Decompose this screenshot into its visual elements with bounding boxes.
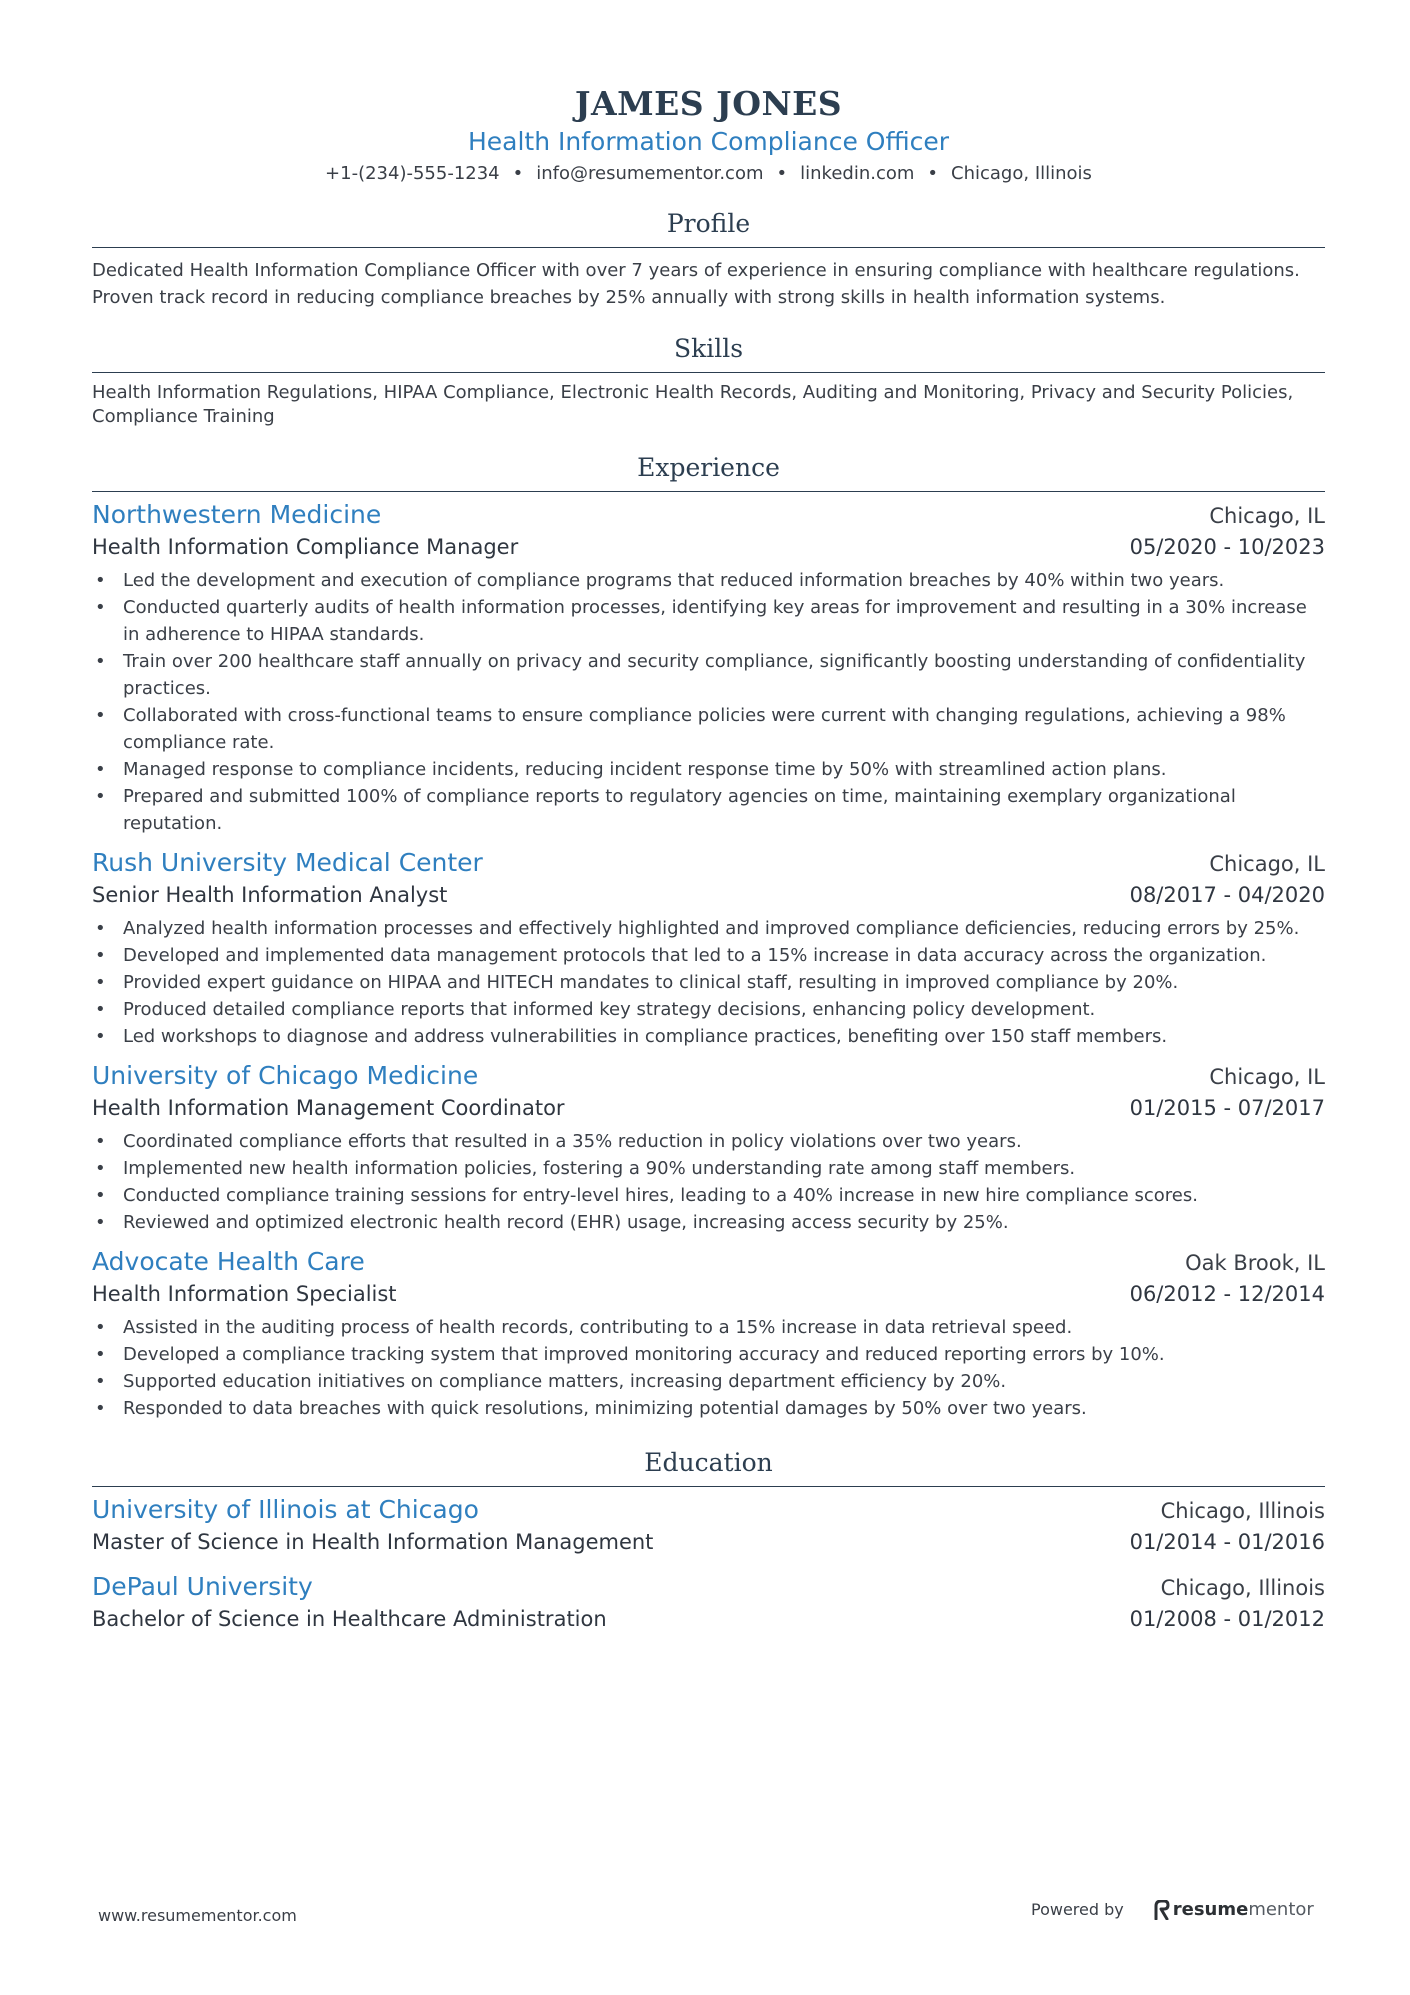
- job-location: Chicago, IL: [1209, 852, 1325, 876]
- bullet-item: • Responded to data breaches with quick resolutions, minimizing potential damages by 50% over two years.: [92, 1395, 1325, 1422]
- bullet-item: • Led the development and execution of compliance programs that reduced information breaches by 40% within two years.: [92, 567, 1325, 594]
- job-employer: Advocate Health Care: [92, 1247, 365, 1276]
- bullet-item: • Train over 200 healthcare staff annually on privacy and security compliance, significantly boosting understanding of confidentiality practices.: [92, 648, 1325, 702]
- separator-dot: •: [776, 163, 788, 184]
- section-title-experience: Experience: [92, 451, 1325, 492]
- candidate-role: Health Information Compliance Officer: [467, 127, 950, 156]
- education-entry: [92, 1493, 1325, 1558]
- job-employer: Northwestern Medicine: [92, 500, 382, 529]
- resume-page: [92, 84, 1325, 1635]
- job-entry: [92, 846, 1325, 1050]
- bullet-item: • Reviewed and optimized electronic health record (EHR) usage, increasing access security by 25%.: [92, 1209, 1325, 1236]
- bullet-item: • Led workshops to diagnose and address vulnerabilities in compliance practices, benefiting over 150 staff members.: [92, 1023, 1325, 1050]
- profile-section: [92, 207, 1325, 311]
- job-entry: [92, 498, 1325, 837]
- contact-linkedin: linkedin.com: [800, 163, 915, 184]
- bullet-item: • Conducted quarterly audits of health information processes, identifying key areas for improvement and resulting in a 30% increase in adherence to HIPAA standards.: [92, 594, 1325, 648]
- job-entry: [92, 1245, 1325, 1422]
- bullet-item: • Supported education initiatives on compliance matters, increasing department efficiency by 20%.: [92, 1368, 1325, 1395]
- bullet-item: • Implemented new health information policies, fostering a 90% understanding rate among staff members.: [92, 1155, 1325, 1182]
- resumementor-logo-icon: [1154, 1900, 1170, 1920]
- bullet-item: • Assisted in the auditing process of health records, contributing to a 15% increase in data retrieval speed.: [92, 1314, 1325, 1341]
- section-title-education: Education: [92, 1446, 1325, 1487]
- brand-word-mentor: mentor: [1248, 1899, 1314, 1920]
- job-employer: University of Chicago Medicine: [92, 1061, 479, 1090]
- bullet-item: • Conducted compliance training sessions for entry-level hires, leading to a 40% increase in new hire compliance scores.: [92, 1182, 1325, 1209]
- job-bullets: [92, 1128, 1325, 1236]
- bullet-item: • Collaborated with cross-functional teams to ensure compliance policies were current with changing regulations, achieving a 98% compliance rate.: [92, 702, 1325, 756]
- job-title: Health Information Specialist: [92, 1282, 397, 1306]
- job-bullets: [92, 1314, 1325, 1422]
- job-dates: 06/2012 - 12/2014: [1129, 1282, 1325, 1306]
- contact-phone: +1-(234)-555-1234: [325, 163, 500, 184]
- skills-section: [92, 332, 1325, 429]
- bullet-item: • Coordinated compliance efforts that resulted in a 35% reduction in policy violations over two years.: [92, 1128, 1325, 1155]
- job-dates: 08/2017 - 04/2020: [1129, 883, 1325, 907]
- degree-title: Master of Science in Health Information Management: [92, 1530, 654, 1554]
- degree-title: Bachelor of Science in Healthcare Administration: [92, 1607, 607, 1631]
- job-bullets: [92, 915, 1325, 1050]
- job-entry: [92, 1059, 1325, 1236]
- bullet-item: • Provided expert guidance on HIPAA and HITECH mandates to clinical staff, resulting in improved compliance by 20%.: [92, 969, 1325, 996]
- job-dates: 01/2015 - 07/2017: [1129, 1096, 1325, 1120]
- footer-branding: [1031, 1899, 1314, 1920]
- job-employer: Rush University Medical Center: [92, 848, 483, 877]
- profile-text: Dedicated Health Information Compliance Officer with over 7 years of experience in ensuring compliance with healthcare regulations. Proven track record in reducing compliance breaches by 25% annually with strong skills in health information systems.: [92, 260, 1300, 308]
- bullet-item: • Developed a compliance tracking system that improved monitoring accuracy and reduced reporting errors by 10%.: [92, 1341, 1325, 1368]
- contact-location: Chicago, Illinois: [951, 163, 1092, 184]
- job-title: Health Information Compliance Manager: [92, 535, 519, 559]
- contact-line: [92, 160, 1325, 188]
- separator-dot: •: [927, 163, 939, 184]
- job-location: Oak Brook, IL: [1185, 1251, 1325, 1275]
- resumementor-logo[interactable]: [1154, 1899, 1314, 1920]
- bullet-item: • Prepared and submitted 100% of compliance reports to regulatory agencies on time, maintaining exemplary organizational reputation.: [92, 783, 1325, 837]
- separator-dot: •: [512, 163, 524, 184]
- job-location: Chicago, IL: [1209, 1065, 1325, 1089]
- job-title: Health Information Management Coordinator: [92, 1096, 565, 1120]
- resume-header: [92, 84, 1325, 188]
- candidate-name: JAMES JONES: [574, 84, 843, 123]
- bullet-item: • Analyzed health information processes and effectively highlighted and improved compliance deficiencies, reducing errors by 25%.: [92, 915, 1325, 942]
- bullet-item: • Managed response to compliance incidents, reducing incident response time by 50% with streamlined action plans.: [92, 756, 1325, 783]
- degree-dates: 01/2014 - 01/2016: [1129, 1530, 1325, 1554]
- school-location: Chicago, Illinois: [1160, 1576, 1325, 1600]
- education-section: [92, 1446, 1325, 1635]
- school-location: Chicago, Illinois: [1160, 1499, 1325, 1523]
- job-title: Senior Health Information Analyst: [92, 883, 448, 907]
- job-bullets: [92, 567, 1325, 837]
- contact-email: info@resumementor.com: [536, 163, 764, 184]
- school-name: DePaul University: [92, 1572, 313, 1601]
- job-dates: 05/2020 - 10/2023: [1129, 535, 1325, 559]
- footer-website-link[interactable]: www.resumementor.com: [98, 1906, 297, 1925]
- section-title-skills: Skills: [92, 332, 1325, 373]
- skills-text: Health Information Regulations, HIPAA Compliance, Electronic Health Records, Auditing and Monitoring, Privacy and Security Policies, Compliance Training: [92, 382, 1294, 427]
- section-title-profile: Profile: [92, 207, 1325, 248]
- brand-word-resume: resume: [1172, 1899, 1249, 1920]
- school-name: University of Illinois at Chicago: [92, 1495, 479, 1524]
- degree-dates: 01/2008 - 01/2012: [1129, 1607, 1325, 1631]
- bullet-item: • Developed and implemented data management protocols that led to a 15% increase in data accuracy across the organization.: [92, 942, 1325, 969]
- bullet-item: • Produced detailed compliance reports that informed key strategy decisions, enhancing policy development.: [92, 996, 1325, 1023]
- experience-section: [92, 451, 1325, 1422]
- job-location: Chicago, IL: [1209, 504, 1325, 528]
- powered-by-label: Powered by: [1031, 1900, 1124, 1919]
- education-entry: [92, 1570, 1325, 1635]
